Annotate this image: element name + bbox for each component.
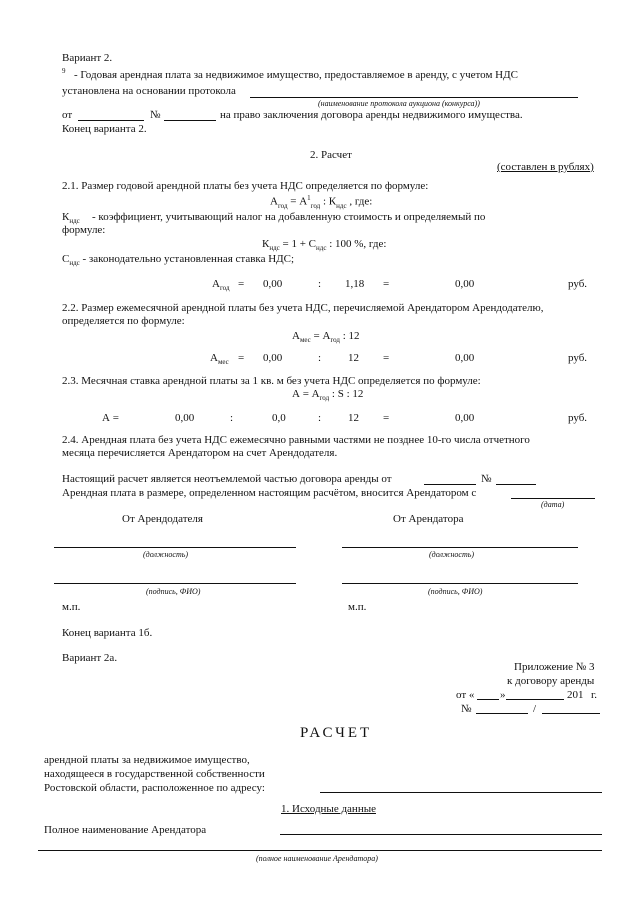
appendix-day-field[interactable] [477, 699, 499, 700]
appendix-slash: / [533, 703, 537, 715]
tenant-name-field-2[interactable] [38, 850, 602, 851]
variant2a-title: Вариант 2а. [62, 652, 118, 664]
row2-op2: : [318, 352, 322, 364]
number-label: № [150, 109, 161, 121]
formula-21: $А_{год} = А^1_{год}$ : $К_{ндс}$ , где: [270, 194, 373, 210]
row3-val3: 12 [348, 412, 359, 424]
section1-title: 1. Исходные данные [281, 803, 376, 815]
tenant-name-caption: (полное наименование Арендатора) [256, 854, 378, 863]
c-definition: $С_{ндс}$ - законодательно установленная ставка НДС; [62, 253, 295, 268]
p24-text-cont: месяца перечисляется Арендатором на счет Арендодателя. [62, 447, 338, 459]
row3-val1: 0,00 [175, 412, 195, 424]
tenant-position-field[interactable] [342, 547, 578, 548]
p22-text: 2.2. Размер ежемесячной арендной платы без учета НДС, перечисляемой Арендатором Арендодателю, [62, 302, 544, 314]
row1-op3: = [383, 278, 390, 290]
variant2-text1: - Годовая арендная плата за недвижимое имущество, предоставляемое в аренду, с учетом НДС [74, 69, 518, 81]
row2-val1: 0,00 [263, 352, 283, 364]
row2-op1: = [238, 352, 245, 364]
row2-result: 0,00 [455, 352, 475, 364]
landlord-signature-field[interactable] [54, 583, 296, 584]
formula-k: $К_{ндс} = 1 + С_{ндс}$ : 100 %, где: [262, 238, 387, 253]
p24-text: 2.4. Арендная плата без учета НДС ежемесячно равными частями не позднее 10-го числа отчетного [62, 434, 530, 446]
calc-title: 2. Расчет [310, 149, 352, 161]
row3-label: А = [102, 412, 119, 424]
row3-unit: руб. [568, 412, 588, 424]
row1-result: 0,00 [455, 278, 475, 290]
currency-note: (составлен в рублях) [497, 161, 594, 173]
row3-op3: = [383, 412, 390, 424]
protocol-date-field[interactable] [78, 120, 144, 121]
appendix-date-mid: » [500, 689, 506, 701]
integral-line: Настоящий расчет является неотъемлемой частью договора аренды от [62, 473, 392, 485]
landlord-position-caption: (должность) [143, 550, 189, 559]
row1-val2: 1,18 [345, 278, 365, 290]
raschet-desc1: арендной платы за недвижимое имущество, [44, 754, 250, 766]
row2-op3: = [383, 352, 390, 364]
row2-val2: 12 [348, 352, 359, 364]
protocol-caption: (наименование протокола аукциона (конкурса)) [318, 99, 480, 108]
appendix-no-label: № [461, 703, 472, 715]
row3-result: 0,00 [455, 412, 475, 424]
raschet-desc3: Ростовской области, расположенное по адресу: [44, 782, 265, 794]
variant2-text3: на право заключения договора аренды недвижимого имущества. [220, 109, 523, 121]
raschet-title: РАСЧЕТ [300, 725, 373, 741]
p22-text-cont: определяется по формуле: [62, 315, 185, 327]
row3-op2: : [318, 412, 322, 424]
tenant-name-field[interactable] [280, 834, 602, 835]
row1-val1: 0,00 [263, 278, 283, 290]
integral-no: № [481, 473, 492, 485]
appendix-number-field[interactable] [476, 713, 528, 714]
appendix-date-prefix: от « [456, 689, 475, 701]
tenant-label: От Арендатора [393, 513, 464, 525]
row2-unit: руб. [568, 352, 588, 364]
variant2-title: Вариант 2. [62, 52, 113, 64]
protocol-name-field[interactable] [250, 97, 578, 98]
payment-start-date-field[interactable] [511, 498, 595, 499]
formula-23: $А = А_{год}$ : S : 12 [292, 388, 364, 403]
landlord-stamp: м.п. [62, 601, 81, 613]
row1-op1: = [238, 278, 245, 290]
row1-unit: руб. [568, 278, 588, 290]
k-symbol: $К_{ндс}$ [62, 211, 80, 226]
appendix-year-suffix: г. [591, 689, 598, 701]
footnote-mark: 9 [62, 67, 66, 75]
k-definition: - коэффициент, учитывающий налог на добавленную стоимость и определяемый по [92, 211, 486, 223]
tenant-signature-field[interactable] [342, 583, 578, 584]
k-definition-cont: формуле: [62, 224, 106, 236]
p21-text: 2.1. Размер годовой арендной платы без учета НДС определяется по формуле: [62, 180, 429, 192]
paid-line: Арендная плата в размере, определенном настоящим расчётом, вносится Арендатором с [62, 487, 477, 499]
address-field[interactable] [320, 792, 602, 793]
tenant-name-label: Полное наименование Арендатора [44, 824, 207, 836]
appendix-number-suffix-field[interactable] [542, 713, 600, 714]
end-variant-1b: Конец варианта 1б. [62, 627, 153, 639]
landlord-sign-caption: (подпись, ФИО) [146, 587, 201, 596]
landlord-position-field[interactable] [54, 547, 296, 548]
appendix-subtitle: к договору аренды [507, 675, 595, 687]
row1-op2: : [318, 278, 322, 290]
variant2-end: Конец варианта 2. [62, 123, 147, 135]
tenant-sign-caption: (подпись, ФИО) [428, 587, 483, 596]
formula-22: $А_{мес} = А_{год}$ : 12 [292, 330, 360, 345]
variant2-text2: установлена на основании протокола [62, 85, 236, 97]
row2-label: $А_{мес}$ [210, 352, 229, 367]
row3-val2: 0,0 [272, 412, 286, 424]
row1-label: $А_{год}$ [212, 278, 230, 293]
appendix-year: 201 [567, 689, 584, 701]
protocol-number-field[interactable] [164, 120, 216, 121]
tenant-stamp: м.п. [348, 601, 367, 613]
p23-text: 2.3. Месячная ставка арендной платы за 1 кв. м без учета НДС определяется по формуле: [62, 375, 481, 387]
row3-op1: : [230, 412, 234, 424]
appendix-month-field[interactable] [506, 699, 564, 700]
appendix-title: Приложение № 3 [514, 661, 595, 673]
landlord-label: От Арендодателя [122, 513, 203, 525]
raschet-desc2: находящееся в государственной собственности [44, 768, 265, 780]
contract-number-field[interactable] [496, 484, 536, 485]
contract-date-field[interactable] [424, 484, 476, 485]
tenant-position-caption: (должность) [429, 550, 475, 559]
date-caption: (дата) [541, 500, 565, 509]
from-label: от [62, 109, 73, 121]
